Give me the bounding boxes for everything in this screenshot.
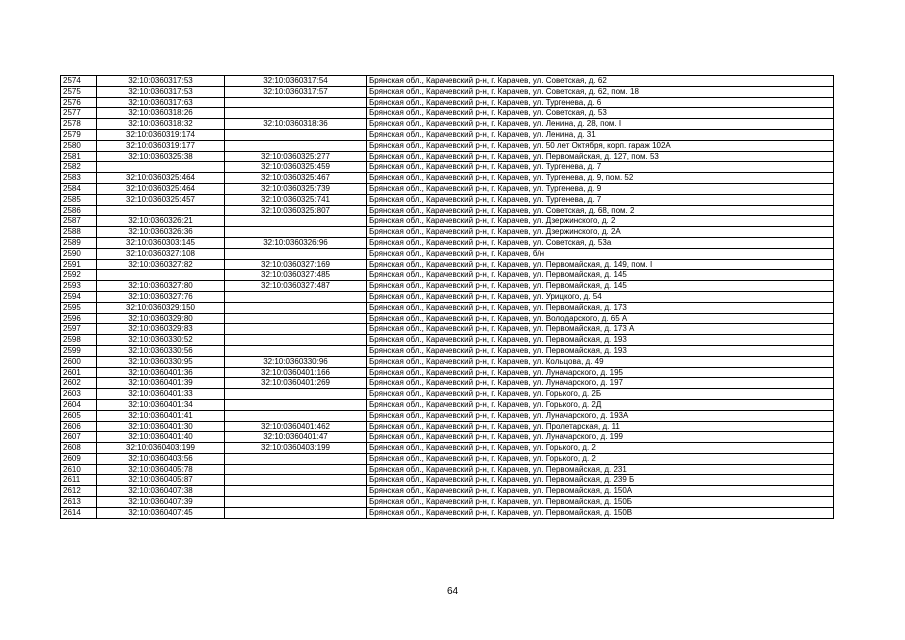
land-cadastral-number-cell: 32:10:0360326:36	[97, 227, 225, 238]
building-cadastral-number-cell	[225, 129, 367, 140]
row-number-cell: 2579	[61, 129, 97, 140]
land-cadastral-number-cell: 32:10:0360325:464	[97, 173, 225, 184]
land-cadastral-number-cell: 32:10:0360401:30	[97, 421, 225, 432]
address-cell: Брянская обл., Карачевский р-н, г. Карачев, ул. Тургенева, д. 7	[367, 194, 834, 205]
row-number-cell: 2591	[61, 259, 97, 270]
row-number-cell: 2586	[61, 205, 97, 216]
building-cadastral-number-cell	[225, 248, 367, 259]
table-row	[61, 389, 834, 400]
row-number-cell: 2580	[61, 140, 97, 151]
address-cell: Брянская обл., Карачевский р-н, г. Карачев, ул. Первомайская, д. 149, пом. I	[367, 259, 834, 270]
address-cell: Брянская обл., Карачевский р-н, г. Карачев, ул. 50 лет Октября, корп. гараж 102А	[367, 140, 834, 151]
table-row	[61, 432, 834, 443]
table-row	[61, 464, 834, 475]
address-cell: Брянская обл., Карачевский р-н, г. Карачев, ул. Тургенева, д. 9	[367, 183, 834, 194]
building-cadastral-number-cell: 32:10:0360401:47	[225, 432, 367, 443]
land-cadastral-number-cell: 32:10:0360325:38	[97, 151, 225, 162]
row-number-cell: 2585	[61, 194, 97, 205]
table-row	[61, 86, 834, 97]
row-number-cell: 2590	[61, 248, 97, 259]
address-cell: Брянская обл., Карачевский р-н, г. Карачев, ул. Первомайская, д. 239 Б	[367, 475, 834, 486]
row-number-cell: 2576	[61, 97, 97, 108]
address-cell: Брянская обл., Карачевский р-н, г. Карачев, ул. Первомайская, д. 150Б	[367, 497, 834, 508]
row-number-cell: 2600	[61, 356, 97, 367]
land-cadastral-number-cell: 32:10:0360318:32	[97, 119, 225, 130]
row-number-cell: 2603	[61, 389, 97, 400]
table-row	[61, 399, 834, 410]
building-cadastral-number-cell: 32:10:0360325:459	[225, 162, 367, 173]
address-cell: Брянская обл., Карачевский р-н, г. Карачев, ул. Первомайская, д. 150А	[367, 486, 834, 497]
table-row	[61, 356, 834, 367]
building-cadastral-number-cell	[225, 291, 367, 302]
building-cadastral-number-cell: 32:10:0360401:166	[225, 367, 367, 378]
row-number-cell: 2578	[61, 119, 97, 130]
row-number-cell: 2598	[61, 335, 97, 346]
table-row	[61, 367, 834, 378]
building-cadastral-number-cell	[225, 97, 367, 108]
land-cadastral-number-cell: 32:10:0360330:56	[97, 345, 225, 356]
address-cell: Брянская обл., Карачевский р-н, г. Карачев, ул. Луначарского, д. 195	[367, 367, 834, 378]
land-cadastral-number-cell: 32:10:0360330:52	[97, 335, 225, 346]
land-cadastral-number-cell: 32:10:0360317:53	[97, 76, 225, 87]
table-row	[61, 486, 834, 497]
table-row	[61, 129, 834, 140]
land-cadastral-number-cell: 32:10:0360405:87	[97, 475, 225, 486]
building-cadastral-number-cell	[225, 389, 367, 400]
table-row	[61, 281, 834, 292]
building-cadastral-number-cell: 32:10:0360325:741	[225, 194, 367, 205]
building-cadastral-number-cell	[225, 399, 367, 410]
building-cadastral-number-cell: 32:10:0360325:277	[225, 151, 367, 162]
table-row	[61, 97, 834, 108]
land-cadastral-number-cell: 32:10:0360327:108	[97, 248, 225, 259]
table-row	[61, 313, 834, 324]
table-row	[61, 335, 834, 346]
building-cadastral-number-cell: 32:10:0360325:467	[225, 173, 367, 184]
row-number-cell: 2611	[61, 475, 97, 486]
address-cell: Брянская обл., Карачевский р-н, г. Карачев, ул. Советская, д. 68, пом. 2	[367, 205, 834, 216]
address-cell: Брянская обл., Карачевский р-н, г. Карачев, ул. Володарского, д. 65 А	[367, 313, 834, 324]
address-cell: Брянская обл., Карачевский р-н, г. Карачев, ул. Первомайская, д. 173	[367, 302, 834, 313]
land-cadastral-number-cell: 32:10:0360325:457	[97, 194, 225, 205]
address-cell: Брянская обл., Карачевский р-н, г. Карачев, ул. Урицкого, д. 54	[367, 291, 834, 302]
row-number-cell: 2581	[61, 151, 97, 162]
address-cell: Брянская обл., Карачевский р-н, г. Карачев, ул. Первомайская, д. 173 А	[367, 324, 834, 335]
land-cadastral-number-cell: 32:10:0360401:40	[97, 432, 225, 443]
building-cadastral-number-cell	[225, 475, 367, 486]
table-row	[61, 140, 834, 151]
row-number-cell: 2582	[61, 162, 97, 173]
address-cell: Брянская обл., Карачевский р-н, г. Карачев, ул. Пролетарская, д. 11	[367, 421, 834, 432]
address-cell: Брянская обл., Карачевский р-н, г. Карачев, ул. Первомайская, д. 145	[367, 281, 834, 292]
address-cell: Брянская обл., Карачевский р-н, г. Карачев, ул. Горького, д. 2	[367, 443, 834, 454]
table-row	[61, 162, 834, 173]
land-cadastral-number-cell: 32:10:0360329:83	[97, 324, 225, 335]
building-cadastral-number-cell	[225, 140, 367, 151]
table-row	[61, 291, 834, 302]
building-cadastral-number-cell: 32:10:0360326:96	[225, 237, 367, 248]
row-number-cell: 2589	[61, 237, 97, 248]
row-number-cell: 2593	[61, 281, 97, 292]
address-cell: Брянская обл., Карачевский р-н, г. Карачев, ул. Первомайская, д. 127, пом. 53	[367, 151, 834, 162]
land-cadastral-number-cell: 32:10:0360330:95	[97, 356, 225, 367]
row-number-cell: 2612	[61, 486, 97, 497]
address-cell: Брянская обл., Карачевский р-н, г. Карачев, ул. Луначарского, д. 199	[367, 432, 834, 443]
table-row	[61, 205, 834, 216]
building-cadastral-number-cell	[225, 302, 367, 313]
land-cadastral-number-cell: 32:10:0360403:56	[97, 453, 225, 464]
table-row	[61, 443, 834, 454]
land-cadastral-number-cell: 32:10:0360325:464	[97, 183, 225, 194]
row-number-cell: 2604	[61, 399, 97, 410]
building-cadastral-number-cell	[225, 335, 367, 346]
land-cadastral-number-cell	[97, 270, 225, 281]
table-row	[61, 173, 834, 184]
building-cadastral-number-cell	[225, 507, 367, 518]
address-cell: Брянская обл., Карачевский р-н, г. Карачев, ул. Первомайская, д. 145	[367, 270, 834, 281]
table-row	[61, 259, 834, 270]
table-row	[61, 237, 834, 248]
table-row	[61, 183, 834, 194]
building-cadastral-number-cell: 32:10:0360327:169	[225, 259, 367, 270]
land-cadastral-number-cell: 32:10:0360401:33	[97, 389, 225, 400]
address-cell: Брянская обл., Карачевский р-н, г. Карачев, ул. Первомайская, д. 231	[367, 464, 834, 475]
table-row	[61, 324, 834, 335]
building-cadastral-number-cell: 32:10:0360325:739	[225, 183, 367, 194]
land-cadastral-number-cell: 32:10:0360401:36	[97, 367, 225, 378]
land-cadastral-number-cell: 32:10:0360326:21	[97, 216, 225, 227]
land-cadastral-number-cell: 32:10:0360401:41	[97, 410, 225, 421]
row-number-cell: 2605	[61, 410, 97, 421]
row-number-cell: 2595	[61, 302, 97, 313]
land-cadastral-number-cell: 32:10:0360317:63	[97, 97, 225, 108]
row-number-cell: 2584	[61, 183, 97, 194]
row-number-cell: 2596	[61, 313, 97, 324]
building-cadastral-number-cell: 32:10:0360317:57	[225, 86, 367, 97]
address-cell: Брянская обл., Карачевский р-н, г. Карачев, ул. Горького, д. 2	[367, 453, 834, 464]
building-cadastral-number-cell: 32:10:0360401:462	[225, 421, 367, 432]
row-number-cell: 2575	[61, 86, 97, 97]
address-cell: Брянская обл., Карачевский р-н, г. Карачев, ул. Первомайская, д. 150В	[367, 507, 834, 518]
land-cadastral-number-cell: 32:10:0360401:39	[97, 378, 225, 389]
address-cell: Брянская обл., Карачевский р-н, г. Карачев, ул. Дзержинского, д. 2	[367, 216, 834, 227]
address-cell: Брянская обл., Карачевский р-н, г. Карачев, б/н	[367, 248, 834, 259]
land-cadastral-number-cell: 32:10:0360303:145	[97, 237, 225, 248]
row-number-cell: 2574	[61, 76, 97, 87]
land-cadastral-number-cell: 32:10:0360407:38	[97, 486, 225, 497]
land-cadastral-number-cell: 32:10:0360319:177	[97, 140, 225, 151]
land-cadastral-number-cell: 32:10:0360329:150	[97, 302, 225, 313]
table-row	[61, 119, 834, 130]
building-cadastral-number-cell	[225, 497, 367, 508]
land-cadastral-number-cell: 32:10:0360327:76	[97, 291, 225, 302]
address-cell: Брянская обл., Карачевский р-н, г. Карачев, ул. Советская, д. 62, пом. 18	[367, 86, 834, 97]
building-cadastral-number-cell	[225, 464, 367, 475]
land-cadastral-number-cell: 32:10:0360329:80	[97, 313, 225, 324]
building-cadastral-number-cell	[225, 345, 367, 356]
row-number-cell: 2597	[61, 324, 97, 335]
table-row	[61, 248, 834, 259]
table-row	[61, 270, 834, 281]
row-number-cell: 2614	[61, 507, 97, 518]
row-number-cell: 2609	[61, 453, 97, 464]
row-number-cell: 2610	[61, 464, 97, 475]
address-cell: Брянская обл., Карачевский р-н, г. Карачев, ул. Луначарского, д. 193А	[367, 410, 834, 421]
table-row	[61, 194, 834, 205]
land-cadastral-number-cell: 32:10:0360317:53	[97, 86, 225, 97]
row-number-cell: 2594	[61, 291, 97, 302]
address-cell: Брянская обл., Карачевский р-н, г. Карачев, ул. Ленина, д. 31	[367, 129, 834, 140]
land-cadastral-number-cell: 32:10:0360405:78	[97, 464, 225, 475]
building-cadastral-number-cell: 32:10:0360318:36	[225, 119, 367, 130]
table-row	[61, 151, 834, 162]
table-row	[61, 216, 834, 227]
land-cadastral-number-cell: 32:10:0360401:34	[97, 399, 225, 410]
address-cell: Брянская обл., Карачевский р-н, г. Карачев, ул. Советская, д. 62	[367, 76, 834, 87]
building-cadastral-number-cell	[225, 313, 367, 324]
row-number-cell: 2608	[61, 443, 97, 454]
property-table	[60, 75, 834, 519]
address-cell: Брянская обл., Карачевский р-н, г. Карачев, ул. Луначарского, д. 197	[367, 378, 834, 389]
table-row	[61, 421, 834, 432]
building-cadastral-number-cell: 32:10:0360403:199	[225, 443, 367, 454]
land-cadastral-number-cell	[97, 205, 225, 216]
table-row	[61, 378, 834, 389]
table-body	[61, 76, 834, 519]
address-cell: Брянская обл., Карачевский р-н, г. Карачев, ул. Тургенева, д. 7	[367, 162, 834, 173]
land-cadastral-number-cell: 32:10:0360318:26	[97, 108, 225, 119]
address-cell: Брянская обл., Карачевский р-н, г. Карачев, ул. Тургенева, д. 9, пом. 52	[367, 173, 834, 184]
table-row	[61, 76, 834, 87]
land-cadastral-number-cell: 32:10:0360327:80	[97, 281, 225, 292]
row-number-cell: 2577	[61, 108, 97, 119]
building-cadastral-number-cell: 32:10:0360325:807	[225, 205, 367, 216]
land-cadastral-number-cell: 32:10:0360407:45	[97, 507, 225, 518]
building-cadastral-number-cell: 32:10:0360327:487	[225, 281, 367, 292]
building-cadastral-number-cell	[225, 108, 367, 119]
row-number-cell: 2602	[61, 378, 97, 389]
table-row	[61, 497, 834, 508]
address-cell: Брянская обл., Карачевский р-н, г. Карачев, ул. Тургенева, д. 6	[367, 97, 834, 108]
table-row	[61, 507, 834, 518]
row-number-cell: 2599	[61, 345, 97, 356]
building-cadastral-number-cell	[225, 486, 367, 497]
table-row	[61, 108, 834, 119]
row-number-cell: 2607	[61, 432, 97, 443]
table-row	[61, 453, 834, 464]
building-cadastral-number-cell	[225, 216, 367, 227]
table-row	[61, 410, 834, 421]
building-cadastral-number-cell: 32:10:0360317:54	[225, 76, 367, 87]
land-cadastral-number-cell: 32:10:0360403:199	[97, 443, 225, 454]
address-cell: Брянская обл., Карачевский р-н, г. Карачев, ул. Первомайская, д. 193	[367, 345, 834, 356]
building-cadastral-number-cell: 32:10:0360327:485	[225, 270, 367, 281]
row-number-cell: 2592	[61, 270, 97, 281]
building-cadastral-number-cell	[225, 324, 367, 335]
address-cell: Брянская обл., Карачевский р-н, г. Карачев, ул. Советская, д. 53а	[367, 237, 834, 248]
address-cell: Брянская обл., Карачевский р-н, г. Карачев, ул. Дзержинского, д. 2А	[367, 227, 834, 238]
building-cadastral-number-cell	[225, 453, 367, 464]
land-cadastral-number-cell: 32:10:0360407:39	[97, 497, 225, 508]
table-row	[61, 302, 834, 313]
row-number-cell: 2601	[61, 367, 97, 378]
row-number-cell: 2583	[61, 173, 97, 184]
address-cell: Брянская обл., Карачевский р-н, г. Карачев, ул. Ленина, д. 28, пом. I	[367, 119, 834, 130]
land-cadastral-number-cell: 32:10:0360319:174	[97, 129, 225, 140]
row-number-cell: 2606	[61, 421, 97, 432]
row-number-cell: 2613	[61, 497, 97, 508]
table-row	[61, 475, 834, 486]
address-cell: Брянская обл., Карачевский р-н, г. Карачев, ул. Кольцова, д. 49	[367, 356, 834, 367]
row-number-cell: 2587	[61, 216, 97, 227]
address-cell: Брянская обл., Карачевский р-н, г. Карачев, ул. Горького, д. 2Б	[367, 389, 834, 400]
land-cadastral-number-cell: 32:10:0360327:82	[97, 259, 225, 270]
building-cadastral-number-cell: 32:10:0360401:269	[225, 378, 367, 389]
land-cadastral-number-cell	[97, 162, 225, 173]
table-row	[61, 227, 834, 238]
row-number-cell: 2588	[61, 227, 97, 238]
building-cadastral-number-cell	[225, 227, 367, 238]
address-cell: Брянская обл., Карачевский р-н, г. Карачев, ул. Горького, д. 2Д	[367, 399, 834, 410]
address-cell: Брянская обл., Карачевский р-н, г. Карачев, ул. Первомайская, д. 193	[367, 335, 834, 346]
building-cadastral-number-cell: 32:10:0360330:96	[225, 356, 367, 367]
building-cadastral-number-cell	[225, 410, 367, 421]
table-row	[61, 345, 834, 356]
address-cell: Брянская обл., Карачевский р-н, г. Карачев, ул. Советская, д. 53	[367, 108, 834, 119]
page-number: 64	[446, 586, 459, 597]
